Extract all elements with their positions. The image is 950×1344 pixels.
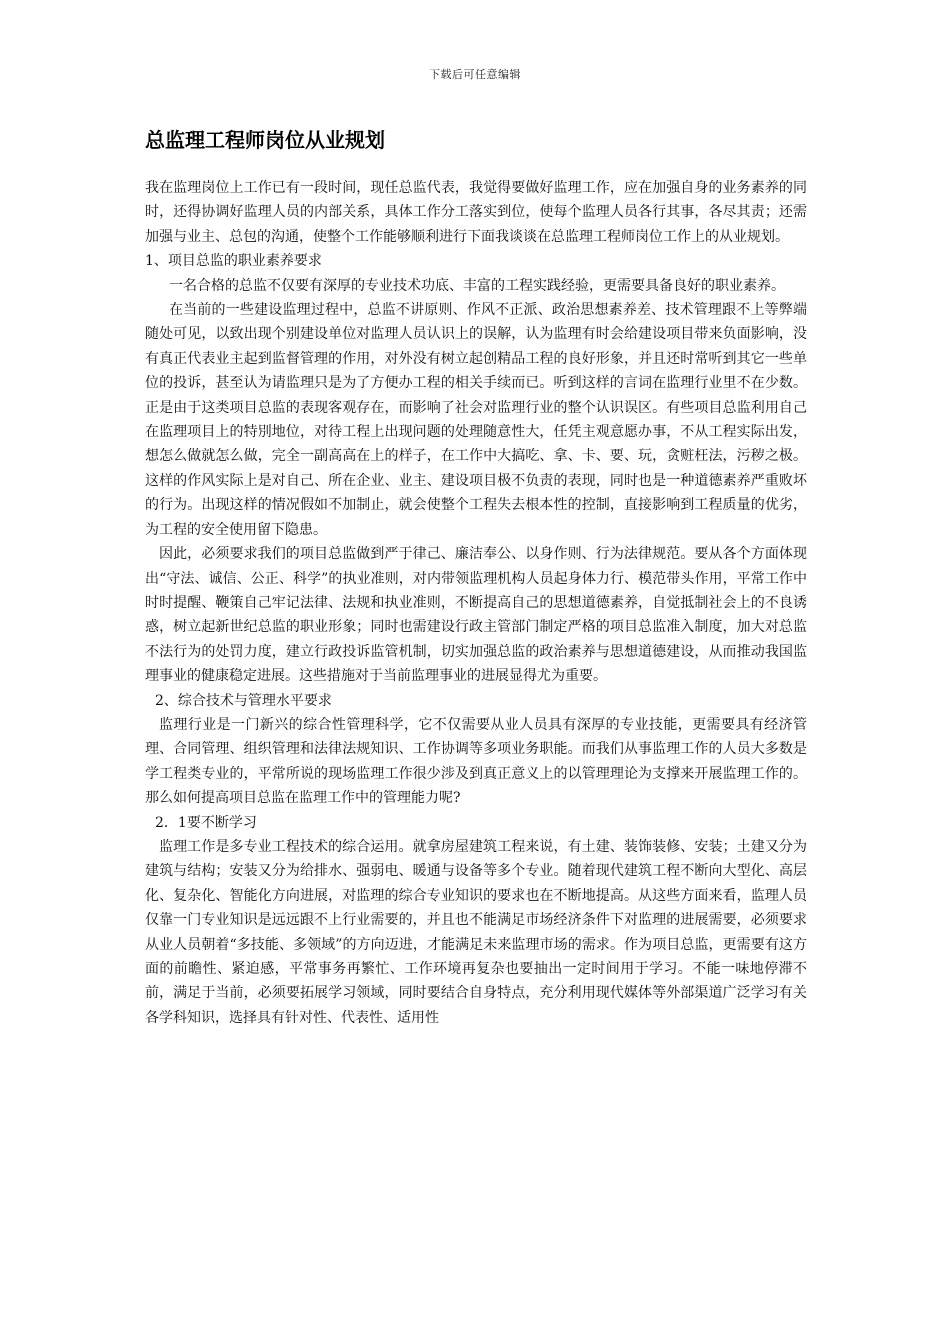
document-body xyxy=(145,176,807,1030)
paragraph: 在当前的一些建设监理过程中，总监不讲原则、作风不正派、政治思想素养差、技术管理跟不上等弊端随处可见，以致出现个别建设单位对监理人员认识上的误解，认为监理有时会给建设项目带来负面影响，没有真正代表业主起到监督管理的作用，对外没有树立起创精品工程的良好形象，并且还时常听到其它一些单位的投诉，甚至认为请监理只是为了方便办工程的相关手续而已。听到这样的言词在监理行业里不在少数。正是由于这类项目总监的表现客观存在，而影响了社会对监理行业的整个认识误区。有些项目总监利用自己在监理项目上的特別地位，对待工程上出现问题的处理随意性大，任凭主观意愿办事，不从工程实际出发，想怎么做就怎么做，完全一副高高在上的样子，在工作中大搞吃、拿、卡、要、玩，贪赃枉法，污秽之极。这样的作风实际上是对自己、所在企业、业主、建设项目极不负责的表现，同时也是一种道德素养严重败坏的行为。出现这样的情况假如不加制止，就会使整个工程失去根本性的控制，直接影响到工程质量的优劣，为工程的安全使用留下隐患。 xyxy=(145,302,807,538)
paragraph: 因此，必须要求我们的项目总监做到严于律己、廉洁奉公、以身作则、行为法律规范。要从各个方面体现出“守法、诚信、公正、科学”的执业准则，对内带领监理机构人员起身体力行、模范带头作用，平常工作中时时提醒、鞭策自己牢记法律、法规和执业准则，不断提高自己的思想道德素养，自觉抵制社会上的不良诱惑，树立起新世纪总监的职业形象；同时也需建设行政主管部门制定严格的项目总监准入制度，加大对总监不法行为的处罚力度，建立行政投诉监管机制，切实加强总监的政治素养与思想道德建设，从而推动我国监理事业的健康稳定进展。这些措施对于当前监理事业的进展显得尤为重要。 xyxy=(145,546,807,685)
subsection-heading-2-1: 2．1要不断学习 xyxy=(155,814,257,831)
paragraph: 一名合格的总监不仅要有深厚的专业技术功底、丰富的工程实践经验，更需要具备良好的职业素养。 xyxy=(169,277,785,294)
section-heading-2: 2、综合技术与管理水平要求 xyxy=(155,692,332,709)
paragraph: 监理工作是多专业工程技术的综合运用。就拿房屋建筑工程来说，有土建、装饰装修、安装；土建又分为建筑与结构；安装又分为给排水、强弱电、暖通与设备等多个专业。随着现代建筑工程不断向大型化、高层化、复杂化、智能化方向进展，对监理的综合专业知识的要求也在不断地提高。从这些方面来看，监理人员仅靠一门专业知识是远远跟不上行业需要的，并且也不能满足市场经济条件下对监理的进展需要，必须要求从业人员朝着“多技能、多领域”的方向迈进，才能满足未来监理市场的需求。作为项目总监，更需要有这方面的前瞻性、紧迫感，平常事务再繁忙、工作环境再复杂也要抽出一定时间用于学习。不能一味地停滞不前，满足于当前，必须要拓展学习领域，同时要结合自身特点，充分利用现代媒体等外部渠道广泛学习有关各学科知识，选择具有针对性、代表性、适用性 xyxy=(145,838,807,1026)
document-title: 总监理工程师岗位从业规划 xyxy=(145,128,385,152)
section-heading-1: 1、项目总监的职业素养要求 xyxy=(145,253,322,270)
intro-paragraph: 我在监理岗位上工作已有一段时间，现任总监代表，我觉得要做好监理工作，应在加强自身的业务素养的同时，还得协调好监理人员的内部关系，具体工作分工落实到位，使每个监理人员各行其事，各尽其责；还需加强与业主、总包的沟通，使整个工作能够顺利进行下面我谈谈在总监理工程师岗位工作上的从业规划。 xyxy=(145,180,807,245)
paragraph: 监理行业是一门新兴的综合性管理科学，它不仅需要从业人员具有深厚的专业技能，更需要具有经济管理、合同管理、组织管理和法律法规知识、工作协调等多项业务职能。而我们从事监理工作的人员大多数是学工程类专业的，平常所说的现场监理工作很少涉及到真正意义上的以管理理论为支撑来开展监理工作的。那么如何提高项目总监在监理工作中的管理能力呢? xyxy=(145,716,807,807)
page-header-note: 下载后可任意编辑 xyxy=(429,68,521,81)
